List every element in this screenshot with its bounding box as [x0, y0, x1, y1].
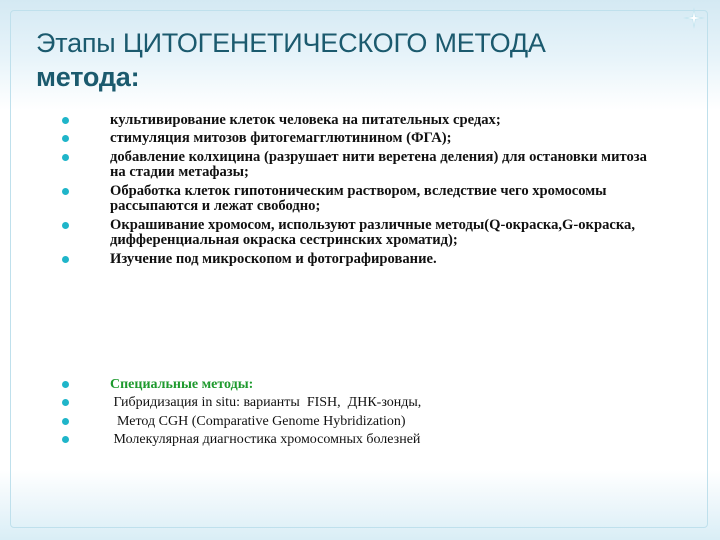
list-item-text: культивирование клеток человека на питательных средах; — [110, 112, 501, 128]
list-item-text: Изучение под микроскопом и фотографирование. — [110, 250, 437, 267]
list-item — [62, 113, 662, 129]
bullet-icon — [62, 117, 69, 124]
bullet-icon — [62, 436, 69, 443]
list-item — [62, 218, 662, 249]
bullet-icon — [62, 154, 69, 161]
title-line-2: метода: — [36, 62, 140, 92]
bullet-icon — [62, 418, 69, 425]
special-heading-text: Специальные методы: — [110, 377, 254, 392]
list-item-text: Гибридизация in situ: варианты FISH, ДНК-зонды, — [110, 395, 422, 411]
list-item-text: Метод CGH (Comparative Genome Hybridization) — [110, 413, 406, 429]
bullet-icon — [62, 222, 69, 229]
method-steps-list — [62, 113, 662, 270]
list-item — [62, 432, 662, 448]
special-methods-list — [62, 377, 662, 450]
list-item — [62, 414, 662, 430]
sparkle-icon — [682, 6, 706, 30]
list-item-text: стимуляция митозов фитогемагглютинином (ФГА); — [110, 130, 452, 147]
bullet-icon — [62, 399, 69, 406]
bullet-icon — [62, 381, 69, 388]
list-item — [62, 395, 662, 411]
list-item — [62, 131, 662, 147]
title-line-1: Этапы ЦИТОГЕНЕТИЧЕСКОГО МЕТОДА — [36, 28, 546, 58]
bullet-icon — [62, 256, 69, 263]
list-item-text: Окрашивание хромосом, используют различные методы(Q-окраска,G-окраска, дифференциальная окраска сестринских хроматид); — [110, 216, 635, 249]
slide-title — [36, 26, 676, 94]
list-item — [62, 150, 662, 181]
list-item-text: добавление колхицина (разрушает нити веретена деления) для остановки митоза на стадии метафазы; — [110, 148, 647, 181]
special-methods-heading — [62, 377, 662, 393]
bullet-icon — [62, 135, 69, 142]
list-item — [62, 184, 662, 215]
list-item-text: Обработка клеток гипотоническим раствором, вследствие чего хромосомы рассыпаются и лежат свободно; — [110, 182, 607, 215]
list-item — [62, 252, 662, 268]
list-item-text: Молекулярная диагностика хромосомных болезней — [110, 431, 421, 447]
bullet-icon — [62, 188, 69, 195]
